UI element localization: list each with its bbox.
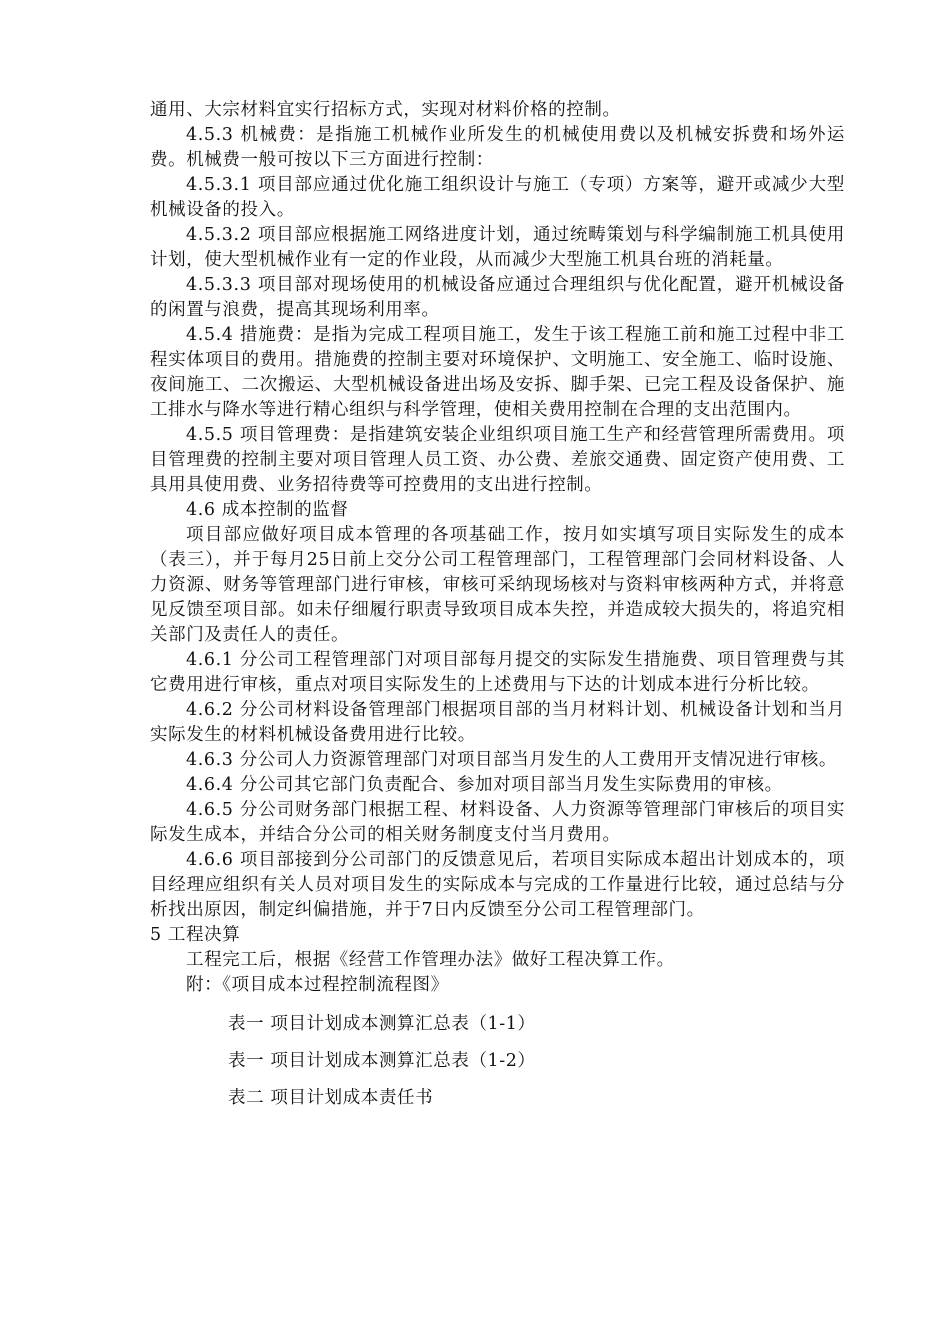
attachment-title: 附：《项目成本过程控制流程图》 — [186, 975, 449, 995]
attachment-item: 表二 项目计划成本责任书 — [228, 1088, 434, 1108]
paragraph-4-6-1: 4.6.1 分公司工程管理部门对项目部每月提交的实际发生措施费、项目管理费与其它费用进行审核，重点对项目实际发生的上述费用与下达的计划成本进行分析比较。 — [150, 650, 845, 695]
heading-4-6: 4.6 成本控制的监督 — [186, 500, 349, 520]
paragraph-4-6-4: 4.6.4 分公司其它部门负责配合、参加对项目部当月发生实际费用的审核。 — [186, 775, 783, 795]
paragraph-4-6-3: 4.6.3 分公司人力资源管理部门对项目部当月发生的人工费用开支情况进行审核。 — [186, 750, 837, 770]
paragraph-4-5-5: 4.5.5 项目管理费：是指建筑安装企业组织项目施工生产和经营管理所需费用。项目管理费的控制主要对项目管理人员工资、办公费、差旅交通费、固定资产使用费、工具用具使用费、业务招待费等可控费用的支出进行控制。 — [150, 425, 845, 495]
paragraph-4-5-3: 4.5.3 机械费：是指施工机械作业所发生的机械使用费以及机械安拆费和场外运费。机械费一般可按以下三方面进行控制： — [150, 125, 845, 170]
paragraph-4-5-3-3: 4.5.3.3 项目部对现场使用的机械设备应通过合理组织与优化配置，避开机械设备的闲置与浪费，提高其现场利用率。 — [150, 275, 845, 320]
paragraph-4-5-3-2: 4.5.3.2 项目部应根据施工网络进度计划，通过统畴策划与科学编制施工机具使用计划，使大型机械作业有一定的作业段，从而减少大型施工机具台班的消耗量。 — [150, 225, 845, 270]
paragraph-4-6-6: 4.6.6 项目部接到分公司部门的反馈意见后，若项目实际成本超出计划成本的，项目经理应组织有关人员对项目发生的实际成本与完成的工作量进行比较，通过总结与分析找出原因，制定纠偏措施，并于7日内反馈至分公司工程管理部门。 — [150, 850, 845, 920]
paragraph-4-6-2: 4.6.2 分公司材料设备管理部门根据项目部的当月材料计划、机械设备计划和当月实际发生的材料机械设备费用进行比较。 — [150, 700, 845, 745]
document-page — [150, 98, 845, 1111]
attachment-item: 表一 项目计划成本测算汇总表（1-1） — [228, 1014, 536, 1034]
attachment-item: 表一 项目计划成本测算汇总表（1-2） — [228, 1051, 536, 1071]
paragraph-4-5-3-1: 4.5.3.1 项目部应通过优化施工组织设计与施工（专项）方案等，避开或减少大型机械设备的投入。 — [150, 175, 845, 220]
paragraph-4-5-4: 4.5.4 措施费：是指为完成工程项目施工，发生于该工程施工前和施工过程中非工程实体项目的费用。措施费的控制主要对环境保护、文明施工、安全施工、临时设施、夜间施工、二次搬运、大型机械设备进出场及安拆、脚手架、已完工程及设备保护、施工排水与降水等进行精心组织与科学管理，使相关费用控制在合理的支出范围内。 — [150, 325, 845, 420]
paragraph-material-bidding: 通用、大宗材料宜实行招标方式，实现对材料价格的控制。 — [150, 100, 621, 120]
paragraph-4-6-intro: 项目部应做好项目成本管理的各项基础工作，按月如实填写项目实际发生的成本（表三），并于每月25日前上交分公司工程管理部门，工程管理部门会同材料设备、人力资源、财务等管理部门进行审核，审核可采纳现场核对与资料审核两种方式，并将意见反馈至项目部。如未仔细履行职责导致项目成本失控，并造成较大损失的，将追究相关部门及责任人的责任。 — [150, 525, 845, 645]
heading-5: 5 工程决算 — [150, 925, 241, 945]
paragraph-4-6-5: 4.6.5 分公司财务部门根据工程、材料设备、人力资源等管理部门审核后的项目实际发生成本，并结合分公司的相关财务制度支付当月费用。 — [150, 800, 845, 845]
paragraph-5: 工程完工后，根据《经营工作管理办法》做好工程决算工作。 — [186, 950, 675, 970]
